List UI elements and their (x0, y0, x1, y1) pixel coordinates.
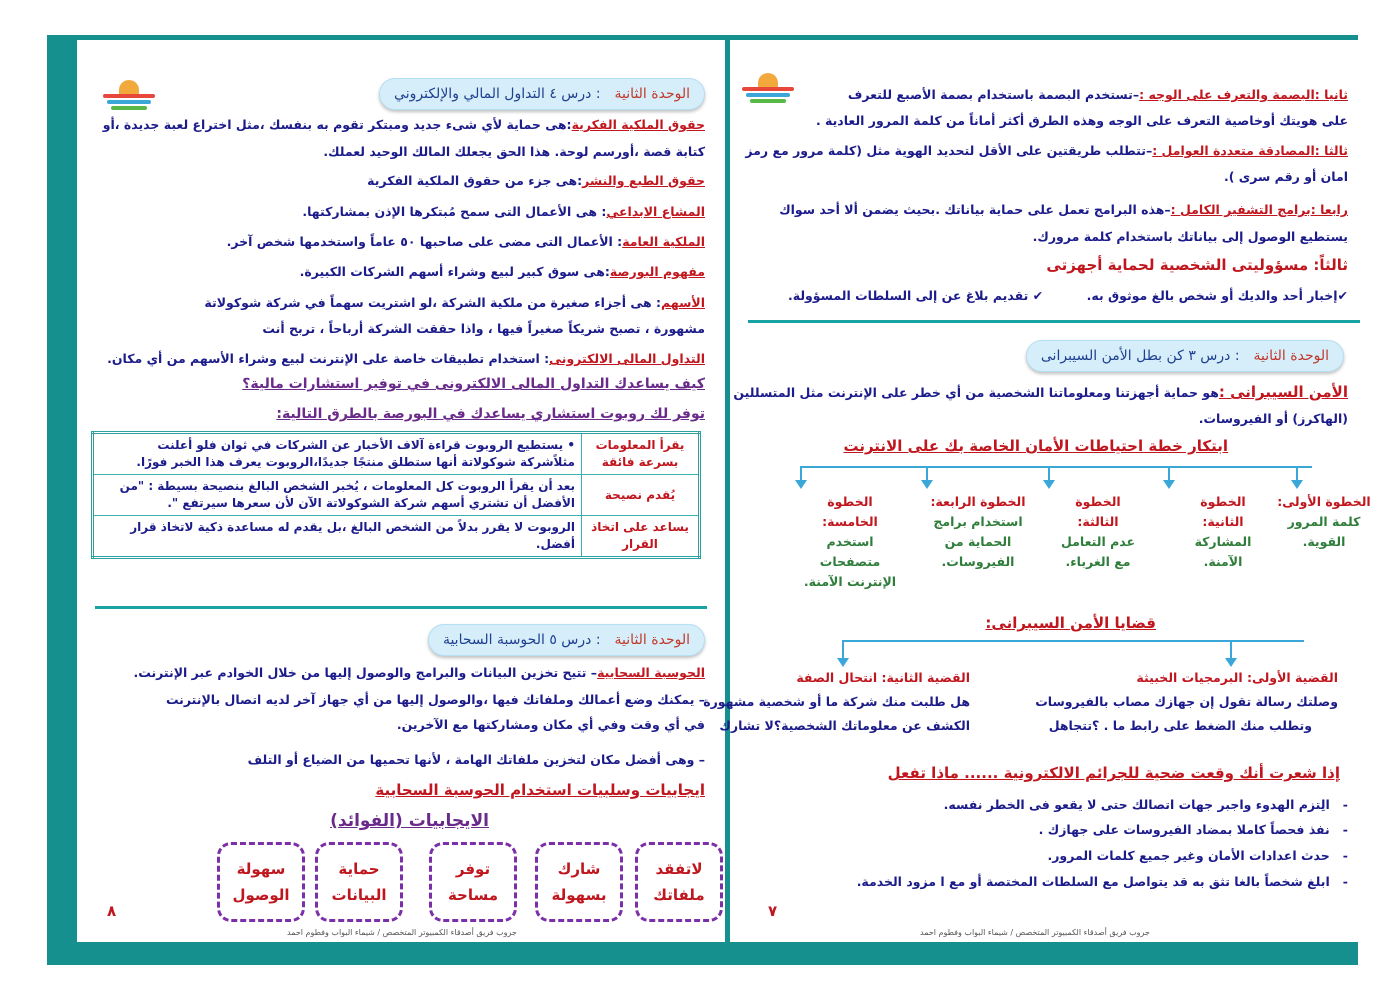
benefit-box: شارك بسهولة (535, 842, 623, 922)
arrow-down-icon (795, 480, 807, 489)
arrow-down-icon (921, 480, 933, 489)
text-line: – يمكنك وضع أعمالك وملفاتك فيها ،والوصول إليها من أي جهاز آخر لديه اتصال بالإنترنت (165, 692, 705, 707)
benefit-box: حماية البيانات (315, 842, 403, 922)
connector (1230, 640, 1232, 660)
lesson-title: : درس ٤ التداول المالي والإلكتروني (394, 86, 601, 102)
arrow-down-icon (837, 658, 849, 667)
plan-title: ابتكار خطة احتياطات الأمان الخاصة بك على الانترنت (843, 437, 1228, 455)
text-line: ثالثا :المصادقة متعددة العوامل :–تتطلب طريقتين على الأقل لتحديد الهوية مثل (كلمة مرور مع رمز (745, 143, 1348, 158)
responsibility-title: ثالثاً: مسؤوليتى الشخصية لحماية أجهزتى (1046, 256, 1348, 274)
connector (842, 640, 844, 660)
text-line: الأمن السيبرانى :هو حماية أجهزتنا ومعلوماتنا الشخصية من أي خطر على الإنترنت مثل المتسللين (733, 383, 1348, 401)
issue-one-title: القضية الأولى: البرمجيات الخبيثة (1136, 670, 1338, 685)
row-text: الروبوت لا يقرر بدلاً من الشخص البالغ ،بل يقدم له مساعدة ذكية لاتخاذ قرار أفضل. (93, 516, 582, 558)
row-head: يُقدم نصيحة (582, 475, 700, 516)
arrow-down-icon (1225, 658, 1237, 667)
lesson-header (1026, 340, 1344, 372)
row-head: يقرأ المعلومات بسرعة فائقة (582, 433, 700, 475)
footer-credit: جروب فريق أصدقاء الكمبيوتر المتخصص / شيماء البواب وفطوم احمد (287, 928, 517, 937)
row-text: بعد أن يقرأ الروبوت كل المعلومات ، يُخبر الشخص البالغ بنصيحة بسيطة : "من الأفضل أن تشتري أسهم شركة الشوكولاتة الآن لأن سعرها سيرتفع ". (93, 475, 582, 516)
logo-icon (99, 72, 159, 114)
issue-two-text: هل طلبت منك شركة ما أو شخصية مشهورة (703, 694, 970, 709)
text-line: الحوسبة السحابية– تتيح تخزين البيانات والبرامج والوصول إليها من خلال الخوادم عبر الإنترنت. (133, 665, 705, 680)
pros-cons-title: ايجابيات وسلبيات استخدام الحوسبة السحابية (375, 781, 705, 799)
lesson-header (379, 78, 705, 110)
table-row (93, 433, 700, 475)
issue-two-title: القضية الثانية: انتحال الصفة (796, 670, 970, 685)
lesson-title: : درس ٥ الحوسبة السحابية (442, 632, 601, 648)
plan-step: الخطوة الثانية: المشاركة الآمنة. (1194, 494, 1252, 569)
text-line: مشهورة ، تصبح شريكاً صغيراً فيها ، واذا حققت الشركة أرباحاً ، تربح أنت (262, 321, 705, 336)
text-line: المشاع الابداعي: هى الأعمال التى سمح مُبتكرها الإذن بمشاركتها. (302, 204, 705, 219)
table-row (93, 516, 700, 558)
benefit-box: توفر مساحة (429, 842, 517, 922)
text-line: التداول المالى الالكترونى: استخدام تطبيقات خاصة على الإنترنت لبيع وشراء الأسهم من أي مكان. (107, 351, 705, 366)
footer-credit: جروب فريق أصدقاء الكمبيوتر المتخصص / شيماء البواب وفطوم احمد (920, 928, 1150, 937)
connector-bar (842, 640, 1304, 642)
page-number: ٨ (107, 902, 117, 920)
page-number: ٧ (768, 902, 778, 920)
issue-one-text: وتطلب منك الضغط على رابط ما . ؟تتجاهل (1048, 718, 1312, 733)
text-line: حقوق الطبع والنشر:هى جزء من حقوق الملكية الفكرية (367, 173, 705, 188)
row-text: • يستطيع الروبوت قراءة آلاف الأخبار عن الشركات في ثوان فلو أعلنت مثلاًشركة شوكولاتة أنها ستطلق منتجًا جديدًا،الروبوت يعرف هذا الخبر فورًا. (93, 433, 582, 475)
issue-two-text: الكشف عن معلوماتك الشخصية؟لا تشارك (719, 718, 970, 733)
list-item: - حدث اعدادات الأمان وغير جميع كلمات المرور. (1047, 848, 1348, 863)
text-line: رابعا :برامج التشفير الكامل :–هذه البرامج تعمل على حماية بياناتك .بحيث يضمن ألا أحد سواك (779, 202, 1348, 217)
text-line: يستطيع الوصول إلى بياناتك باستخدام كلمة مرورك. (1032, 229, 1348, 244)
issues-title: قضايا الأمن السيبرانى: (985, 614, 1156, 632)
text-line: كتابة قصة ،أورسم لوحة. هذا الحق يجعلك المالك الوحيد لعملك. (323, 144, 705, 159)
text-line: (الهاكرز) أو الفيروسات. (1198, 411, 1348, 426)
unit-label: الوحدة الثانية (614, 86, 690, 102)
robot-table (91, 431, 701, 559)
row-head: يساعد على اتخاذ القرار (582, 516, 700, 558)
connector-bar (800, 466, 1312, 468)
plan-step: الخطوة الخامسة: استخدم متصفحات الإنترنت الآمنة. (803, 494, 897, 589)
text-line: في أي وقت وفي أي مكان ومشاركتها مع الآخرين. (396, 717, 705, 732)
plan-step: الخطوة الأولى: كلمة المرور القوية. (1277, 494, 1371, 549)
divider (748, 320, 1360, 323)
pros-title: الايجابيات (الفوائد) (330, 811, 489, 831)
page-7 (703, 40, 1378, 942)
text-line: امان أو رقم سرى ). (1223, 169, 1348, 184)
issue-one-text: وصلتك رسالة تقول إن جهازك مصاب بالفيروسات (1035, 694, 1338, 709)
text-line: حقوق الملكية الفكرية:هى حماية لأي شىء جديد ومبتكر تقوم به بنفسك ،مثل اختراع لعبة جديدة ،أو (102, 117, 705, 132)
table-row (93, 475, 700, 516)
benefit-box: سهولة الوصول (217, 842, 305, 922)
question: كيف يساعدك التداول المالى الالكترونى في توفير استشارات مالية؟ (242, 376, 705, 392)
text-line: ثانيا :البصمة والتعرف على الوجه :–تستخدم البصمة باستخدام بصمة الأصبع للتعرف (847, 87, 1348, 102)
robot-heading: توفر لك روبوت استشاري يساعدك في البورصة بالطرق التالية: (276, 406, 705, 422)
text-line: الأسهم: هى أجزاء صغيرة من ملكية الشركة ،لو اشتريت سهماً في شركة شوكولاتة (204, 295, 705, 310)
lesson-title: : درس ٣ كن بطل الأمن السيبرانى (1040, 348, 1240, 364)
lesson-header (428, 624, 705, 656)
text-line: على هويتك أوخاصية التعرف على الوجه وهذه الطرق أكثر أماناً من كلمة المرور العادية . (815, 113, 1348, 128)
list-item: - نفذ فحصاً كاملا بمضاد الفيروسات على جهازك . (1038, 822, 1348, 837)
text-line: – وهى أفضل مكان لتخزين ملفاتك الهامة ، لأنها تحميها من الضياع أو التلف (247, 752, 705, 767)
list-item: - ابلغ شخصاً بالغا تثق به قد يتواصل مع السلطات المختصة أو مع ا مزود الخدمة. (856, 874, 1348, 889)
text-line: مفهوم البورصة:هى سوق كبير لبيع وشراء أسهم الشركات الكبيرة. (299, 264, 705, 279)
text-line: الملكية العامة: الأعمال التى مضى على صاحبها ٥٠ عاماً واستخدمها شخص آخر. (226, 234, 705, 249)
list-item: - الِتزم الهدوء واجبر جهات اتصالك حتى لا يقعو فى الخطر نفسه. (943, 797, 1348, 812)
unit-label: الوحدة الثانية (614, 632, 690, 648)
responsibility-items: ✔إخبار أحد والديك أو شخص بالغ موثوق به. ✔ تقديم بلاغ عن إلى السلطات المسؤولة. (788, 288, 1348, 303)
arrow-down-icon (1291, 480, 1303, 489)
benefit-box: لاتفقد ملفاتك (635, 842, 723, 922)
arrow-down-icon (1043, 480, 1055, 489)
unit-label: الوحدة الثانية (1253, 348, 1329, 364)
plan-step: الخطوة الثالثة: عدم التعامل مع الغرباء. (1061, 494, 1135, 569)
spread-frame (47, 35, 1371, 965)
page-8 (77, 40, 725, 942)
arrow-down-icon (1163, 480, 1175, 489)
victim-title: إذا شعرت أنك وقعت ضحية للجرائم الالكترونية ...... ماذا تفعل (887, 764, 1340, 782)
divider (95, 606, 707, 609)
plan-step: الخطوة الرابعة: استخدام برامج الحماية من الفيروسات. (930, 494, 1026, 569)
